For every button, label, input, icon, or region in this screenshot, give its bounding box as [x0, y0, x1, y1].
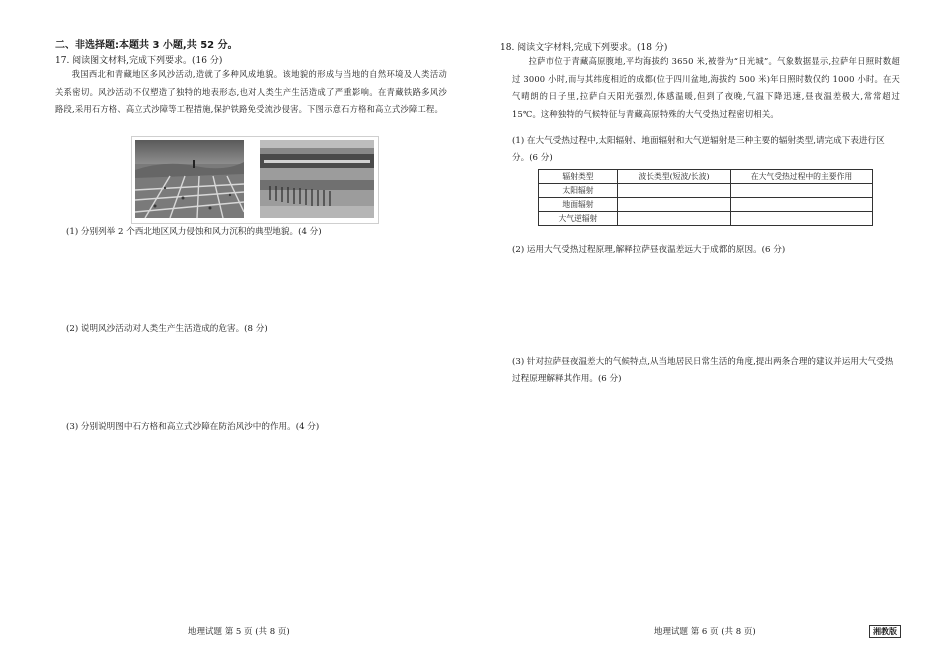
table-cell-radiation: 太阳辐射: [539, 184, 618, 198]
table-cell-radiation: 地面辐射: [539, 198, 618, 212]
table-cell-blank[interactable]: [731, 198, 873, 212]
radiation-table: [538, 169, 873, 226]
table-cell-blank[interactable]: [731, 184, 873, 198]
edition-badge: 湘教版: [869, 625, 901, 638]
question-17-sub3: (3) 分别说明图中石方格和高立式沙障在防治风沙中的作用。(4 分): [66, 422, 320, 432]
table-header-type: 辐射类型: [539, 170, 618, 184]
question-17-material: 我国西北和青藏地区多风沙活动,造就了多种风成地貌。该地貌的形成与当地的自然环境及人类活动关系密切。风沙活动不仅塑造了独特的地表形态,也对人类生产生活造成了严重影响。在青藏铁路多风沙路段,采用石方格、高立式沙障等工程措施,保护铁路免受流沙侵害。下图示意石方格和高立式沙障工程。: [55, 69, 447, 114]
question-18-sub2: (2) 运用大气受热过程原理,解释拉萨昼夜温差远大于成都的原因。(6 分): [512, 245, 786, 255]
table-row: [539, 198, 873, 212]
table-header-row: [539, 170, 873, 184]
question-17-heading: 17. 阅读图文材料,完成下列要求。(16 分): [55, 56, 223, 66]
table-cell-blank[interactable]: [618, 212, 731, 226]
high-barrier-photo: [260, 140, 374, 218]
table-cell-radiation: 大气逆辐射: [539, 212, 618, 226]
table-cell-blank[interactable]: [731, 212, 873, 226]
question-17-sub2: (2) 说明风沙活动对人类生产生活造成的危害。(8 分): [66, 324, 268, 334]
table-cell-blank[interactable]: [618, 198, 731, 212]
question-18-sub1: (1) 在大气受热过程中,太阳辐射、地面辐射和大气逆辐射是三种主要的辐射类型,请完成下表进行区分。(6 分): [512, 136, 885, 163]
table-header-wavelength: 波长类型(短波/长波): [618, 170, 731, 184]
question-18-sub3: (3) 针对拉萨昼夜温差大的气候特点,从当地居民日常生活的角度,提出两条合理的建议并运用大气受热过程原理解释其作用。(6 分): [512, 357, 894, 384]
table-cell-blank[interactable]: [618, 184, 731, 198]
question-18-heading: 18. 阅读文字材料,完成下列要求。(18 分): [500, 43, 668, 53]
page-6-footer: 地理试题 第 6 页 (共 8 页): [654, 627, 756, 637]
table-row: [539, 184, 873, 198]
page-5-footer: 地理试题 第 5 页 (共 8 页): [188, 627, 290, 637]
question-18-material: 拉萨市位于青藏高原腹地,平均海拔约 3650 米,被誉为“日光城”。气象数据显示,拉萨年日照时数超过 3000 小时,而与其纬度相近的成都(位于四川盆地,海拔约 500 米)年日照时数仅约 1000 小时。在天气晴朗的日子里,拉萨白天阳光强烈,体感温暖,但到了夜晚,气温下降迅速,昼夜温差极大,常常超过 15℃。这种独特的气候特征与青藏高原特殊的大气受热过程密切相关。: [512, 56, 900, 119]
figure-sand-barriers: [131, 136, 379, 224]
table-header-role: 在大气受热过程中的主要作用: [731, 170, 873, 184]
stone-grid-photo: [135, 140, 244, 218]
section-title: 二、非选择题:本题共 3 小题,共 52 分。: [55, 40, 238, 51]
question-17-sub1: (1) 分别列举 2 个西北地区风力侵蚀和风力沉积的典型地貌。(4 分): [66, 227, 322, 237]
table-row: [539, 212, 873, 226]
